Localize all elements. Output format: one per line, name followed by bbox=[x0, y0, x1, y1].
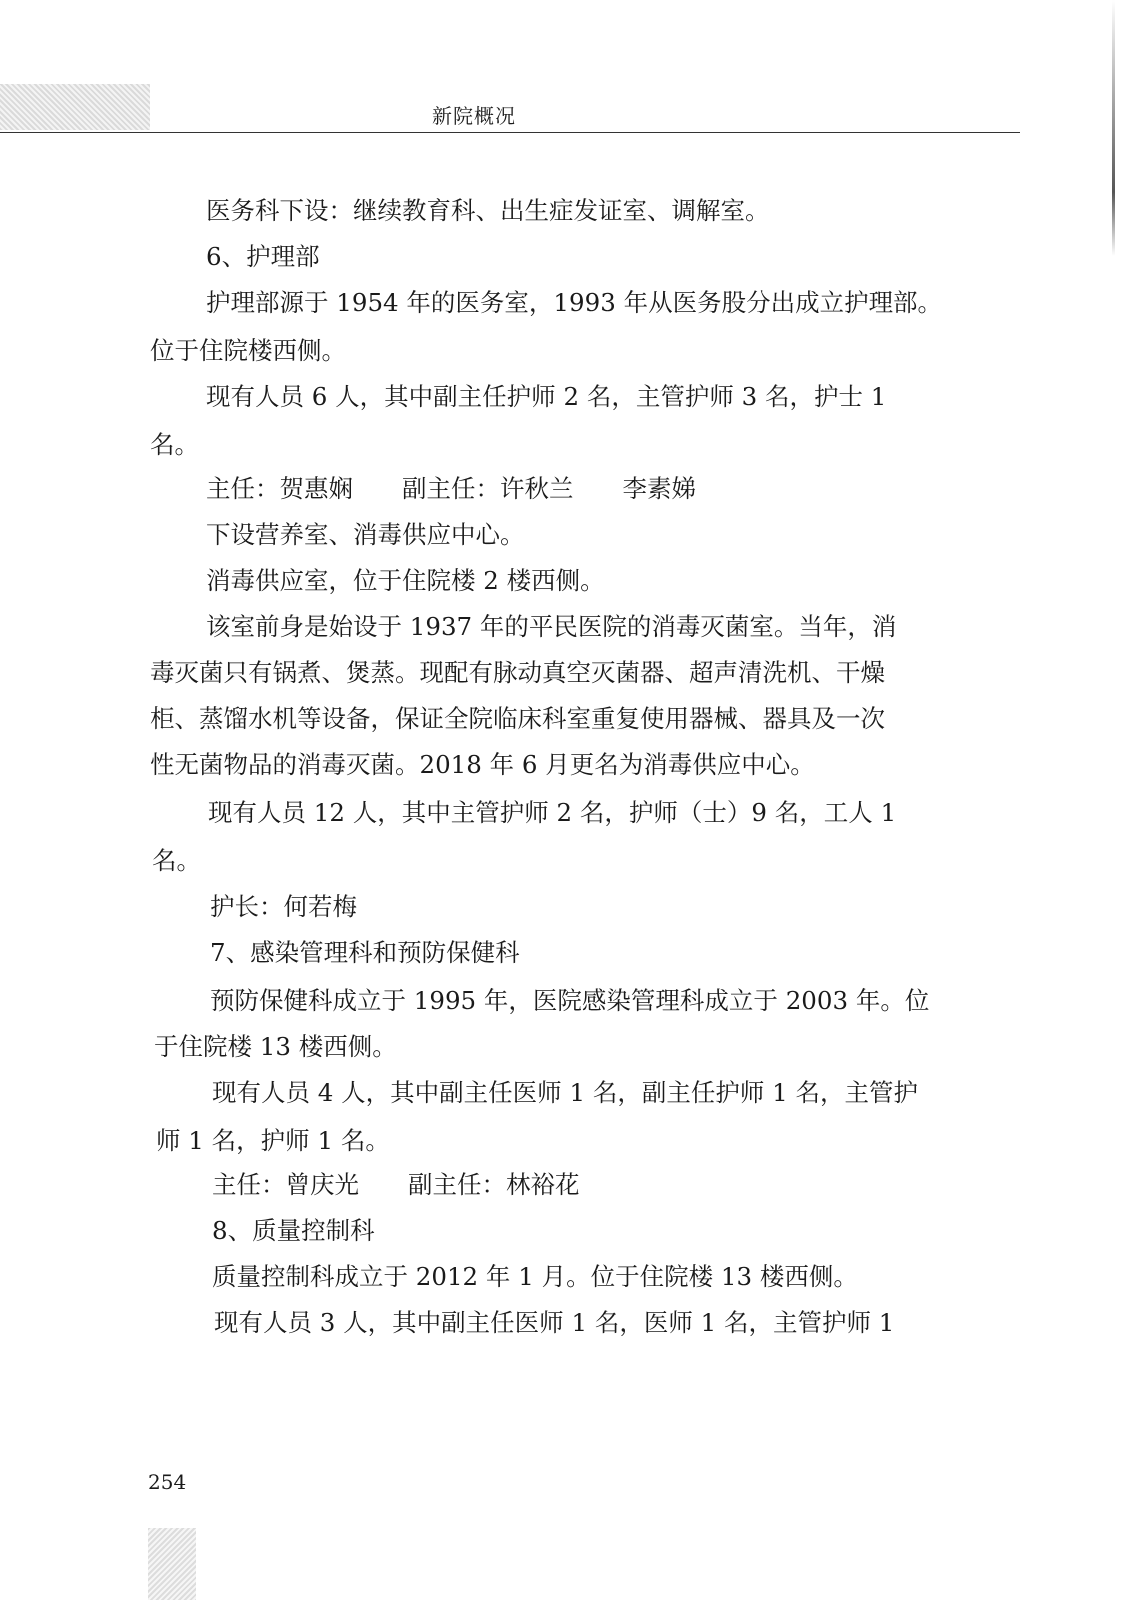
text-line: 主任：曾庆光 副主任：林裕花 bbox=[212, 1170, 580, 1199]
text-line: 该室前身是始设于 1937 年的平民医院的消毒灭菌室。当年，消 bbox=[206, 612, 897, 641]
text-line: 消毒供应室，位于住院楼 2 楼西侧。 bbox=[206, 566, 605, 595]
text-line: 预防保健科成立于 1995 年，医院感染管理科成立于 2003 年。位 bbox=[210, 986, 930, 1015]
text-line: 名。 bbox=[152, 846, 201, 875]
text-line: 现有人员 12 人，其中主管护师 2 名，护师（士）9 名，工人 1 bbox=[208, 798, 897, 827]
section-heading: 8、质量控制科 bbox=[212, 1216, 375, 1245]
page-number: 254 bbox=[148, 1470, 187, 1494]
running-header bbox=[0, 98, 1020, 133]
section-heading: 6、护理部 bbox=[206, 242, 320, 271]
text-line: 医务科下设：继续教育科、出生症发证室、调解室。 bbox=[206, 196, 770, 225]
text-line: 位于住院楼西侧。 bbox=[150, 336, 346, 365]
text-line: 护理部源于 1954 年的医务室，1993 年从医务股分出成立护理部。 bbox=[206, 288, 943, 317]
text-line: 护长：何若梅 bbox=[210, 892, 357, 921]
scan-shading-bottom bbox=[148, 1528, 196, 1600]
text-line: 于住院楼 13 楼西侧。 bbox=[154, 1032, 397, 1061]
section-heading: 7、感染管理科和预防保健科 bbox=[210, 938, 520, 967]
text-line: 毒灭菌只有锅煮、煲蒸。现配有脉动真空灭菌器、超声清洗机、干燥 bbox=[150, 658, 885, 687]
text-line: 质量控制科成立于 2012 年 1 月。位于住院楼 13 楼西侧。 bbox=[212, 1262, 858, 1291]
text-line: 下设营养室、消毒供应中心。 bbox=[206, 520, 525, 549]
running-title: 新院概况 bbox=[432, 104, 516, 128]
text-line: 师 1 名，护师 1 名。 bbox=[156, 1126, 390, 1155]
text-line: 性无菌物品的消毒灭菌。2018 年 6 月更名为消毒供应中心。 bbox=[150, 750, 815, 779]
text-line: 现有人员 3 人，其中副主任医师 1 名，医师 1 名，主管护师 1 bbox=[214, 1308, 895, 1337]
text-line: 名。 bbox=[150, 430, 199, 459]
text-line: 现有人员 4 人，其中副主任医师 1 名，副主任护师 1 名，主管护 bbox=[212, 1078, 918, 1107]
text-line: 柜、蒸馏水机等设备，保证全院临床科室重复使用器械、器具及一次 bbox=[150, 704, 885, 733]
text-line: 现有人员 6 人，其中副主任护师 2 名，主管护师 3 名，护士 1 bbox=[206, 382, 887, 411]
text-line: 主任：贺惠娴 副主任：许秋兰 李素娣 bbox=[206, 474, 696, 503]
scan-edge bbox=[1112, 0, 1115, 1600]
